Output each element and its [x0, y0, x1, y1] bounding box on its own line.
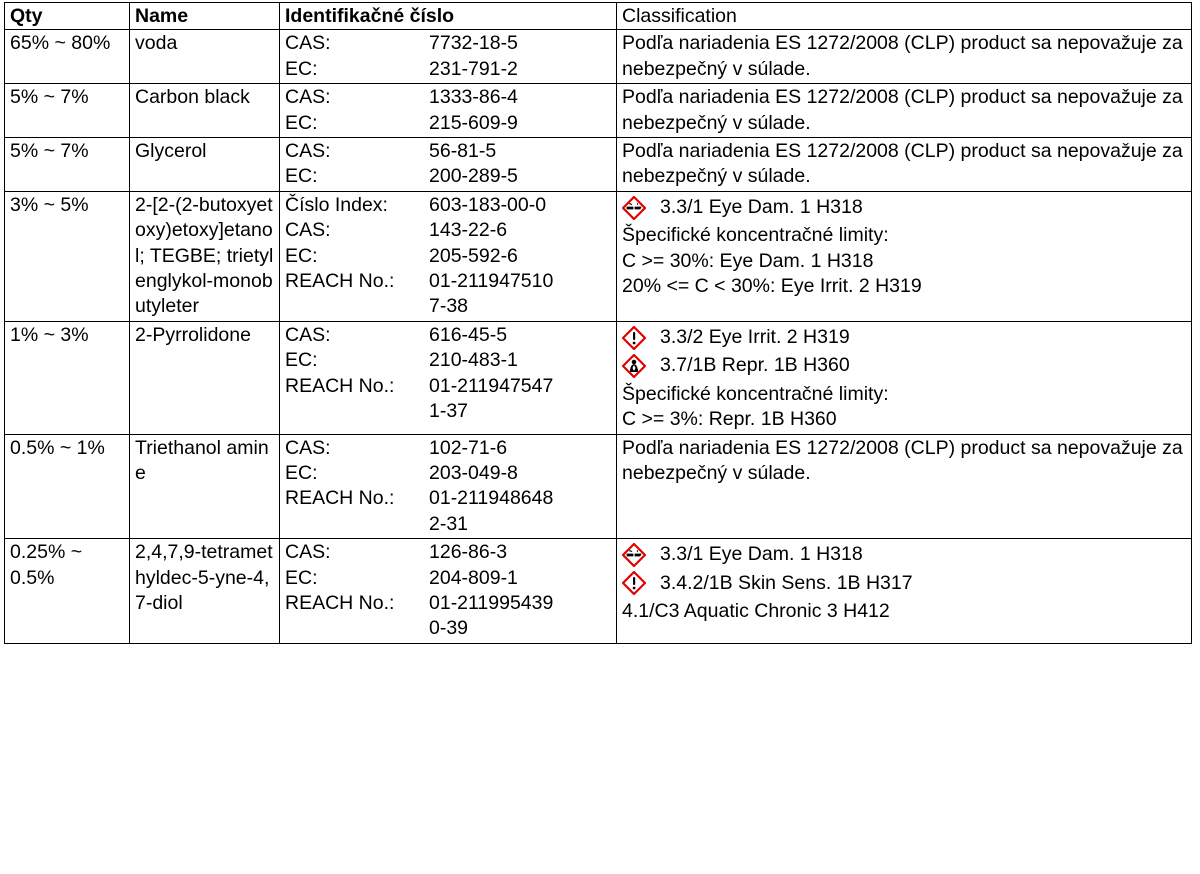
- identifier-value: 203-049-8: [429, 461, 518, 484]
- qty-cell: 0.25% ~ 0.5%: [5, 539, 130, 644]
- name-cell: 2-[2-(2-butoxyetoxy)etoxy]etanol; TEGBE; trietylenglykol-monobutyleter: [130, 191, 280, 321]
- identifier-value: 200-289-5: [429, 165, 518, 188]
- identifier-line: [285, 139, 612, 164]
- classification-cell: [617, 191, 1192, 321]
- identifier-value: 01-2119475107-38: [429, 270, 554, 318]
- table-row: [5, 138, 1192, 192]
- identifier-line: [285, 164, 612, 189]
- identifier-value: 205-592-6: [429, 244, 518, 267]
- qty-cell: 0.5% ~ 1%: [5, 434, 130, 539]
- identifier-line: [285, 540, 612, 565]
- qty-cell: 3% ~ 5%: [5, 191, 130, 321]
- identifier-value: 01-2119475471-37: [429, 374, 554, 423]
- header-classification: Classification: [617, 3, 1192, 30]
- identifier-value: 01-2119954390-39: [429, 591, 554, 640]
- classification-text: 3.3/2 Eye Irrit. 2 H319: [660, 325, 850, 348]
- identification-cell: [280, 434, 617, 539]
- identifier-label: EC:: [285, 349, 318, 372]
- identifier-label: REACH No.:: [285, 374, 395, 397]
- classification-line: [622, 382, 1187, 407]
- classification-line: [622, 274, 1187, 299]
- identification-cell: [280, 191, 617, 321]
- name-cell: Triethanol amine: [130, 434, 280, 539]
- identifier-line: [285, 566, 612, 591]
- identifier-label: CAS:: [285, 323, 331, 346]
- classification-text: 3.7/1B Repr. 1B H360: [660, 354, 850, 377]
- identifier-line: [285, 244, 612, 269]
- classification-text: Podľa nariadenia ES 1272/2008 (CLP) product sa nepovažuje za nebezpečný v súlade.: [622, 436, 1183, 484]
- identification-cell: [280, 138, 617, 192]
- identifier-value: 56-81-5: [429, 140, 497, 163]
- ghs07-exclamation-icon: [622, 326, 646, 350]
- identifier-label: EC:: [285, 165, 318, 188]
- identifier-label: REACH No.:: [285, 591, 395, 614]
- name-cell: Glycerol: [130, 138, 280, 192]
- identifier-line: [285, 486, 612, 537]
- classification-line: [622, 31, 1187, 82]
- classification-text: 3.4.2/1B Skin Sens. 1B H317: [660, 571, 913, 594]
- identifier-value: 204-809-1: [429, 566, 518, 589]
- identifier-value: 231-791-2: [429, 57, 518, 80]
- classification-line: [622, 325, 1187, 350]
- classification-line: [622, 407, 1187, 432]
- identifier-line: [285, 218, 612, 243]
- identifier-label: EC:: [285, 461, 318, 484]
- identifier-line: [285, 57, 612, 82]
- classification-line: [622, 85, 1187, 136]
- name-cell: 2,4,7,9-tetramethyldec-5-yne-4,7-diol: [130, 539, 280, 644]
- ghs05-corrosion-icon: [622, 543, 646, 567]
- classification-cell: [617, 138, 1192, 192]
- name-cell: Carbon black: [130, 84, 280, 138]
- identification-cell: [280, 30, 617, 84]
- classification-text: 3.3/1 Eye Dam. 1 H318: [660, 195, 863, 218]
- classification-cell: [617, 30, 1192, 84]
- identifier-label: REACH No.:: [285, 487, 395, 510]
- qty-cell: 5% ~ 7%: [5, 138, 130, 192]
- classification-text: Špecifické koncentračné limity:: [622, 224, 889, 247]
- identifier-value: 126-86-3: [429, 541, 508, 564]
- classification-cell: [617, 84, 1192, 138]
- ghs08-health-hazard-icon: [622, 354, 646, 378]
- identifier-label: CAS:: [285, 32, 331, 55]
- classification-text: C >= 30%: Eye Dam. 1 H318: [622, 249, 874, 272]
- identifier-value: 215-609-9: [429, 111, 518, 134]
- classification-cell: [617, 539, 1192, 644]
- classification-text: 20% <= C < 30%: Eye Irrit. 2 H319: [622, 275, 922, 298]
- table-row: [5, 30, 1192, 84]
- identifier-line: [285, 193, 612, 218]
- identifier-line: [285, 323, 612, 348]
- classification-text: C >= 3%: Repr. 1B H360: [622, 408, 837, 431]
- identifier-label: CAS:: [285, 140, 331, 163]
- classification-line: [622, 542, 1187, 567]
- classification-cell: [617, 434, 1192, 539]
- name-cell: 2-Pyrrolidone: [130, 321, 280, 434]
- identifier-label: Číslo Index:: [285, 193, 388, 216]
- classification-text: Podľa nariadenia ES 1272/2008 (CLP) product sa nepovažuje za nebezpečný v súlade.: [622, 140, 1183, 188]
- identifier-label: REACH No.:: [285, 270, 395, 293]
- identification-cell: [280, 84, 617, 138]
- classification-line: [622, 195, 1187, 220]
- identifier-label: EC:: [285, 244, 318, 267]
- identification-cell: [280, 539, 617, 644]
- identifier-line: [285, 269, 612, 320]
- identifier-label: EC:: [285, 57, 318, 80]
- classification-text: 3.3/1 Eye Dam. 1 H318: [660, 543, 863, 566]
- classification-line: [622, 436, 1187, 487]
- table-row: [5, 539, 1192, 644]
- classification-text: 4.1/C3 Aquatic Chronic 3 H412: [622, 599, 890, 622]
- identifier-label: CAS:: [285, 541, 331, 564]
- ghs07-exclamation-icon: [622, 571, 646, 595]
- identifier-line: [285, 85, 612, 110]
- classification-cell: [617, 321, 1192, 434]
- header-qty: Qty: [5, 3, 130, 30]
- identifier-value: 143-22-6: [429, 219, 508, 242]
- table-row: [5, 434, 1192, 539]
- table-row: [5, 321, 1192, 434]
- identifier-label: CAS:: [285, 219, 331, 242]
- table-row: [5, 84, 1192, 138]
- identifier-value: 01-2119486482-31: [429, 487, 554, 535]
- classification-text: Špecifické koncentračné limity:: [622, 382, 889, 405]
- classification-line: [622, 353, 1187, 378]
- classification-line: [622, 571, 1187, 596]
- identifier-label: CAS:: [285, 86, 331, 109]
- classification-line: [622, 599, 1187, 624]
- identifier-value: 210-483-1: [429, 349, 518, 372]
- qty-cell: 1% ~ 3%: [5, 321, 130, 434]
- name-cell: voda: [130, 30, 280, 84]
- qty-cell: 65% ~ 80%: [5, 30, 130, 84]
- qty-cell: 5% ~ 7%: [5, 84, 130, 138]
- header-identification: Identifikačné číslo: [280, 3, 617, 30]
- composition-table: [4, 2, 1192, 644]
- identifier-value: 603-183-00-0: [429, 193, 547, 216]
- identifier-value: 616-45-5: [429, 323, 508, 346]
- composition-document: [4, 2, 1192, 644]
- identifier-value: 7732-18-5: [429, 32, 518, 55]
- table-row: [5, 191, 1192, 321]
- identifier-line: [285, 436, 612, 461]
- identifier-value: 1333-86-4: [429, 86, 518, 109]
- identifier-value: 102-71-6: [429, 436, 508, 459]
- identifier-label: EC:: [285, 111, 318, 134]
- header-name: Name: [130, 3, 280, 30]
- identifier-label: EC:: [285, 566, 318, 589]
- classification-text: Podľa nariadenia ES 1272/2008 (CLP) product sa nepovažuje za nebezpečný v súlade.: [622, 32, 1183, 80]
- classification-line: [622, 223, 1187, 248]
- classification-line: [622, 249, 1187, 274]
- identifier-line: [285, 31, 612, 56]
- identifier-label: CAS:: [285, 436, 331, 459]
- identifier-line: [285, 348, 612, 373]
- ghs05-corrosion-icon: [622, 196, 646, 220]
- classification-line: [622, 139, 1187, 190]
- header-row: [5, 3, 1192, 30]
- identifier-line: [285, 461, 612, 486]
- identification-cell: [280, 321, 617, 434]
- identifier-line: [285, 591, 612, 642]
- identifier-line: [285, 374, 612, 425]
- identifier-line: [285, 111, 612, 136]
- classification-text: Podľa nariadenia ES 1272/2008 (CLP) product sa nepovažuje za nebezpečný v súlade.: [622, 86, 1183, 134]
